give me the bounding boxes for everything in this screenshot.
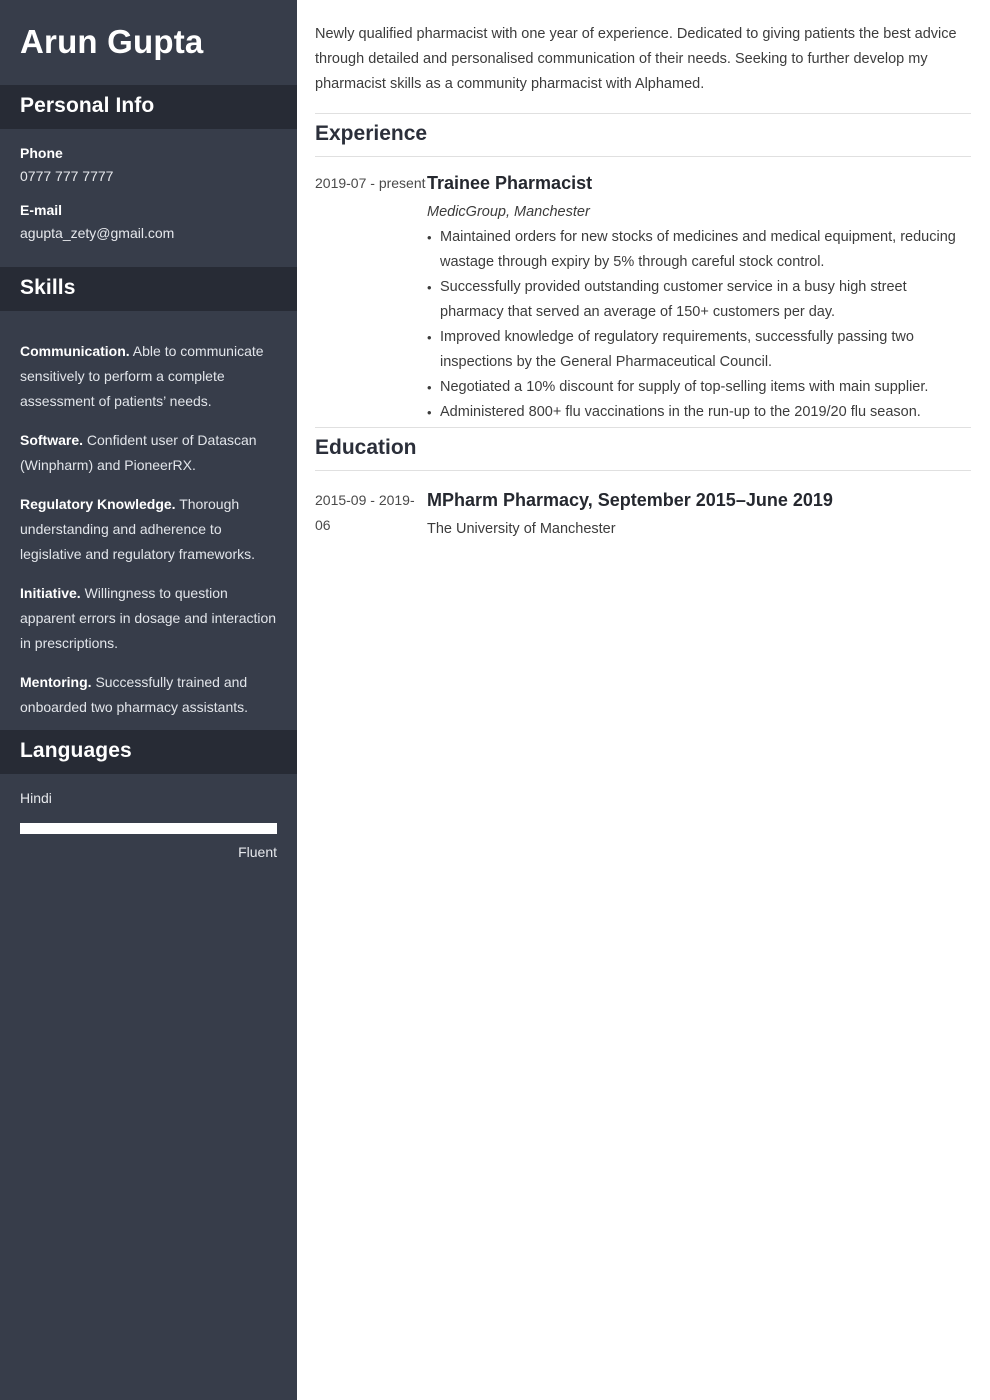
name-header [0, 0, 297, 85]
personal-info-heading: Personal Info [20, 94, 155, 117]
experience-bullet: • Administered 800+ flu vaccinations in the run-up to the 2019/20 flu season. [427, 400, 971, 425]
experience-bullet: • Negotiated a 10% discount for supply of top-selling items with main supplier. [427, 375, 971, 400]
education-institution: The University of Manchester [427, 521, 616, 537]
main-content [297, 0, 990, 1400]
language-name: Hindi [20, 790, 52, 806]
sidebar-section-header-skills [0, 267, 297, 311]
skill-item [20, 581, 277, 656]
skill-name: Software. [20, 432, 84, 448]
contact-item-email [20, 200, 277, 243]
experience-company: MedicGroup, Manchester [427, 204, 590, 220]
experience-bullet: • Improved knowledge of regulatory requirements, successfully passing two inspections by the General Pharmaceutical Council. [427, 325, 971, 375]
phone-value[interactable]: 0777 777 7777 [20, 168, 114, 184]
experience-bullet-list [427, 225, 971, 425]
email-label: E-mail [20, 202, 63, 218]
skill-item [20, 670, 277, 720]
education-entry [315, 471, 971, 542]
skill-description: Thorough understanding and adherence to legislative and regulatory frameworks. [20, 496, 255, 562]
experience-entry-dates: 2019-07 - present [315, 175, 426, 191]
languages-body [0, 774, 297, 872]
sidebar-section-header-personal-info [0, 85, 297, 129]
sidebar [0, 0, 297, 1400]
education-entry-dates: 2015-09 - 2019-06 [315, 492, 415, 533]
phone-label: Phone [20, 145, 63, 161]
experience-entry-body [427, 171, 971, 425]
contact-item-phone [20, 143, 277, 186]
skill-description: Confident user of Datascan (Winpharm) and PioneerRX. [20, 432, 257, 473]
skill-item [20, 428, 277, 478]
candidate-name: Arun Gupta [20, 23, 204, 60]
experience-job-title: Trainee Pharmacist [427, 173, 593, 193]
skill-name: Mentoring. [20, 674, 92, 690]
experience-section [315, 113, 971, 425]
education-entry-body [427, 488, 971, 542]
email-value[interactable]: agupta_zety@gmail.com [20, 225, 175, 241]
skill-description: Successfully trained and onboarded two pharmacy assistants. [20, 674, 249, 715]
skill-name: Initiative. [20, 585, 81, 601]
experience-entry [315, 157, 971, 425]
language-proficiency-fill [20, 823, 277, 834]
experience-heading: Experience [315, 113, 971, 157]
experience-bullet: • Successfully provided outstanding customer service in a busy high street pharmacy that served an average of 150+ customers per day. [427, 275, 971, 325]
skill-item [20, 492, 277, 567]
sidebar-section-header-languages [0, 730, 297, 774]
experience-bullet: • Maintained orders for new stocks of medicines and medical equipment, reducing wastage through expiry by 5% through careful stock control. [427, 225, 971, 275]
skill-item [20, 339, 277, 414]
education-section [315, 427, 971, 542]
skills-heading: Skills [20, 276, 76, 299]
personal-info-body [0, 129, 297, 267]
language-item-hindi [20, 788, 277, 862]
languages-heading: Languages [20, 739, 132, 762]
language-level-label: Fluent [238, 844, 277, 860]
language-proficiency-bar [20, 823, 277, 834]
skill-name: Regulatory Knowledge. [20, 496, 176, 512]
education-degree-title: MPharm Pharmacy, September 2015–June 2019 [427, 490, 833, 510]
skills-body [0, 311, 297, 730]
skill-description: Able to communicate sensitively to perform a complete assessment of patients’ needs. [20, 343, 264, 409]
education-heading: Education [315, 427, 971, 471]
skill-name: Communication. [20, 343, 130, 359]
skill-description: Willingness to question apparent errors in dosage and interaction in prescriptions. [20, 585, 277, 651]
professional-summary: Newly qualified pharmacist with one year of experience. Dedicated to giving patients the best advice through detailed and personalised communication of their needs. Seeking to further develop my pharmacist skills as a community pharmacist with Alphamed. [315, 26, 957, 92]
